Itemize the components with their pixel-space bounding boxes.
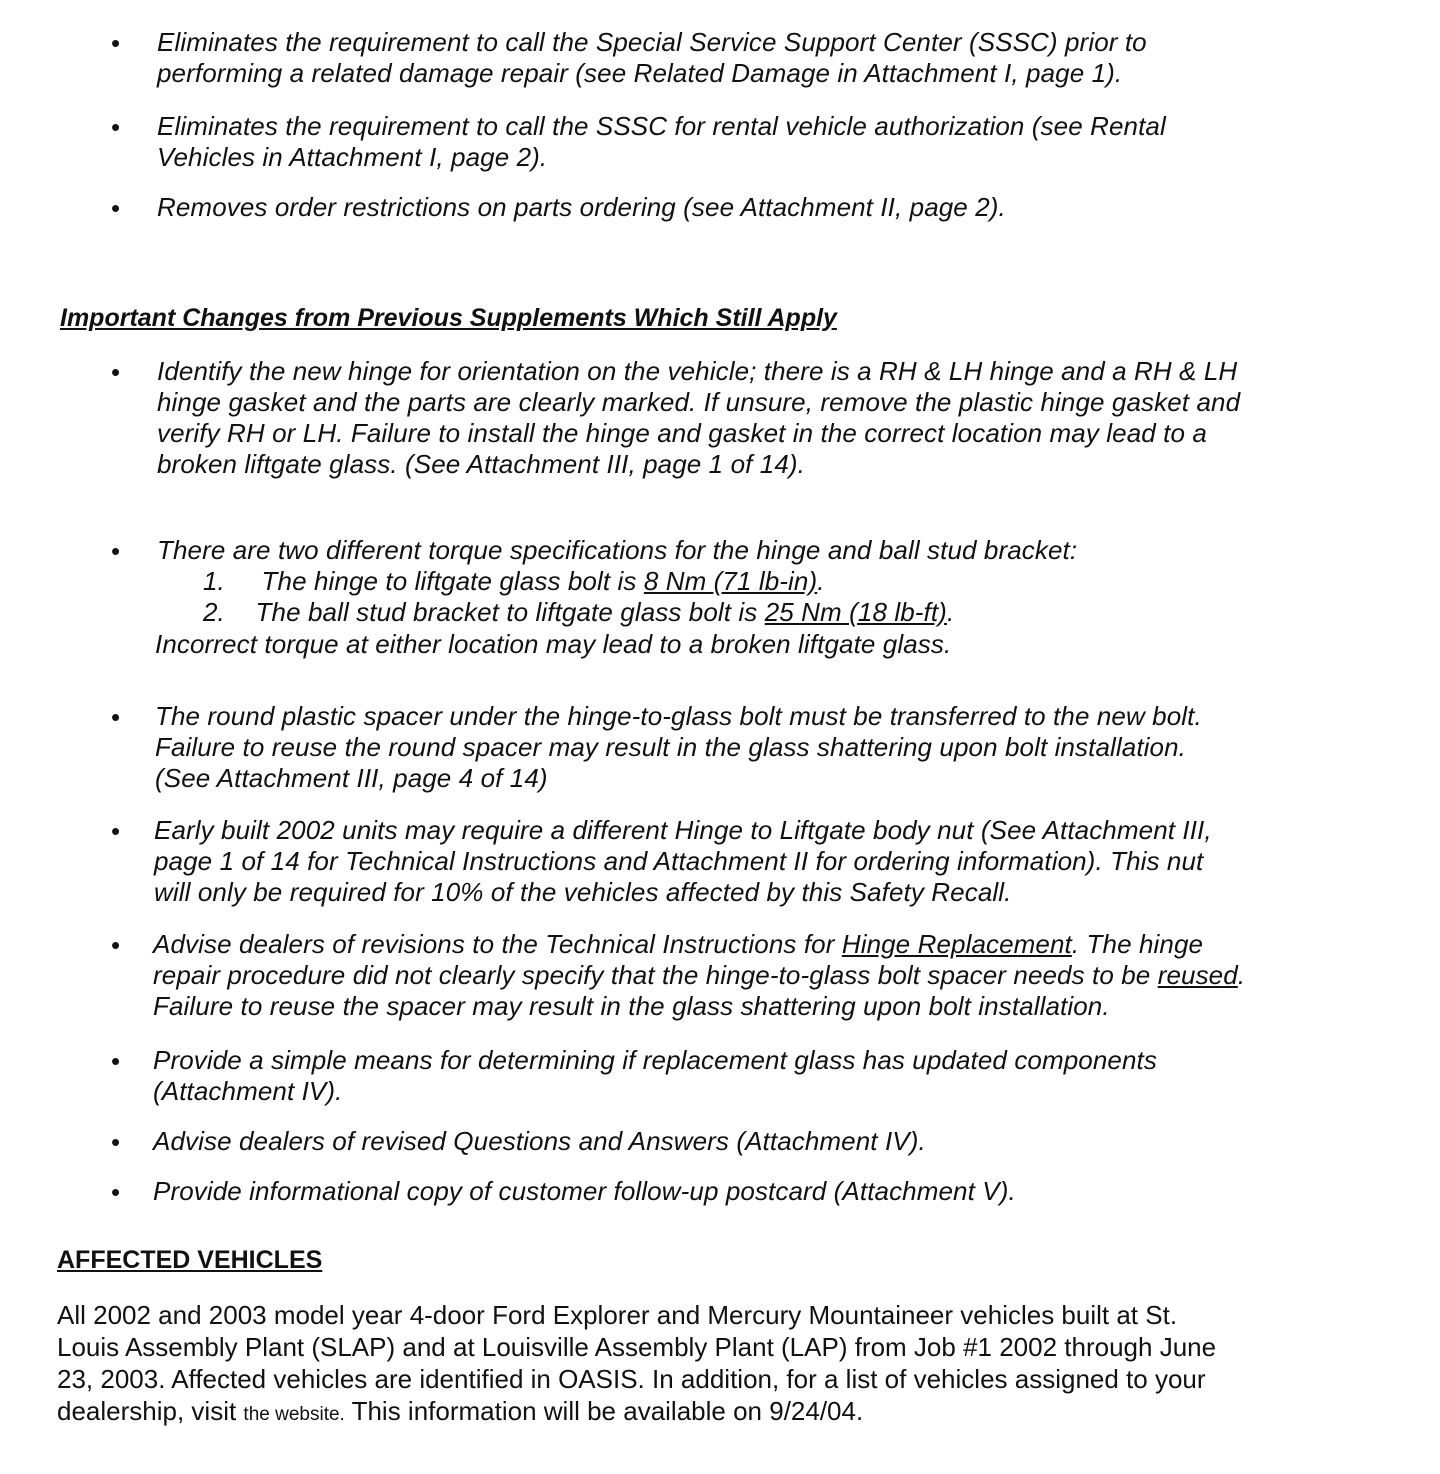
text-span: . The hinge [1071,929,1204,959]
text-line: will only be required for 10% of the vehicles affected by this Safety Recall. [154,877,1012,907]
underlined-term: reused [1157,960,1238,990]
text-span: . [817,566,825,596]
torque-spec-1 [203,566,825,597]
torque-value: 25 Nm (18 lb-ft) [764,597,947,627]
text-line: Vehicles in Attachment I, page 2). [157,142,548,172]
text-span: The ball stud bracket to liftgate glass bolt is [255,597,765,627]
text-line: Eliminates the requirement to call the SSSC for rental vehicle authorization (see Rental [157,111,1166,141]
text-line: Identify the new hinge for orientation on the vehicle; there is a RH & LH hinge and a RH & LH [157,356,1238,386]
underlined-term: Hinge Replacement [841,929,1072,959]
affected-vehicles-paragraph [57,1299,1216,1431]
text-line: Failure to reuse the round spacer may result in the glass shattering upon bolt installation. [155,732,1186,762]
text-line: Advise dealers of revised Questions and Answers (Attachment IV). [153,1126,926,1156]
text-line: verify RH or LH. Failure to install the hinge and gasket in the correct location may lead to a [157,418,1207,448]
text-line: Failure to reuse the spacer may result in the glass shattering upon bolt installation. [153,991,1110,1021]
website-reference: the website. [243,1404,345,1425]
bullet-icon [111,364,121,374]
torque-value: 8 Nm (71 lb-in) [643,566,818,596]
torque-spec-2 [203,597,954,628]
text-line [153,960,1245,991]
text-span: dealership, visit [57,1396,244,1426]
list-number: 2. [203,597,225,627]
text-line: (Attachment IV). [153,1076,343,1106]
text-line [57,1395,1216,1431]
bullet-icon [111,543,121,553]
section-heading: Important Changes from Previous Supplements Which Still Apply [60,304,837,332]
text-line: Provide a simple means for determining if replacement glass has updated components [153,1045,1157,1075]
text-line: The round plastic spacer under the hinge-to-glass bolt must be transferred to the new bolt. [155,701,1202,731]
text-line: Incorrect torque at either location may lead to a broken liftgate glass. [155,629,952,659]
bullet-icon [111,119,121,129]
bullet-icon [111,1053,121,1063]
text-line: Louis Assembly Plant (SLAP) and at Louisville Assembly Plant (LAP) from Job #1 2002 through June [57,1332,1217,1362]
text-line: All 2002 and 2003 model year 4-door Ford Explorer and Mercury Mountaineer vehicles built at St. [57,1300,1178,1330]
bullet-icon [111,823,121,833]
text-line: Removes order restrictions on parts ordering (see Attachment II, page 2). [157,192,1006,222]
text-line: page 1 of 14 for Technical Instructions and Attachment II for ordering information). This nut [154,846,1204,876]
bullet-icon [111,1134,121,1144]
bullet-icon [111,35,121,45]
text-span: Advise dealers of revisions to the Technical Instructions for [153,929,842,959]
text-span: . [1237,960,1246,990]
list-number: 1. [203,566,225,596]
text-line: There are two different torque specifications for the hinge and ball stud bracket: [157,535,1078,565]
section-heading: AFFECTED VEHICLES [57,1246,323,1274]
text-span: repair procedure did not clearly specify that the hinge-to-glass bolt spacer needs to be [153,960,1158,990]
text-span: This information will be available on 9/24/04. [344,1396,864,1426]
text-span: . [946,597,955,627]
bullet-icon [111,709,121,719]
text-line: Early built 2002 units may require a different Hinge to Liftgate body nut (See Attachment III, [154,815,1212,845]
text-span: The hinge to liftgate glass bolt is [261,566,644,596]
text-line: hinge gasket and the parts are clearly marked. If unsure, remove the plastic hinge gasket and [157,387,1241,417]
bullet-icon [111,1184,121,1194]
text-line: broken liftgate glass. (See Attachment III, page 1 of 14). [157,449,805,479]
text-line: (See Attachment III, page 4 of 14) [155,763,548,793]
text-line [153,929,1245,960]
bullet-icon [111,937,121,947]
text-line: Provide informational copy of customer follow-up postcard (Attachment V). [153,1176,1016,1206]
text-line: 23, 2003. Affected vehicles are identified in OASIS. In addition, for a list of vehicles assigned to your [57,1364,1206,1394]
text-line: performing a related damage repair (see Related Damage in Attachment I, page 1). [157,58,1123,88]
text-line: Eliminates the requirement to call the Special Service Support Center (SSSC) prior to [157,27,1147,57]
bullet-icon [111,200,121,210]
